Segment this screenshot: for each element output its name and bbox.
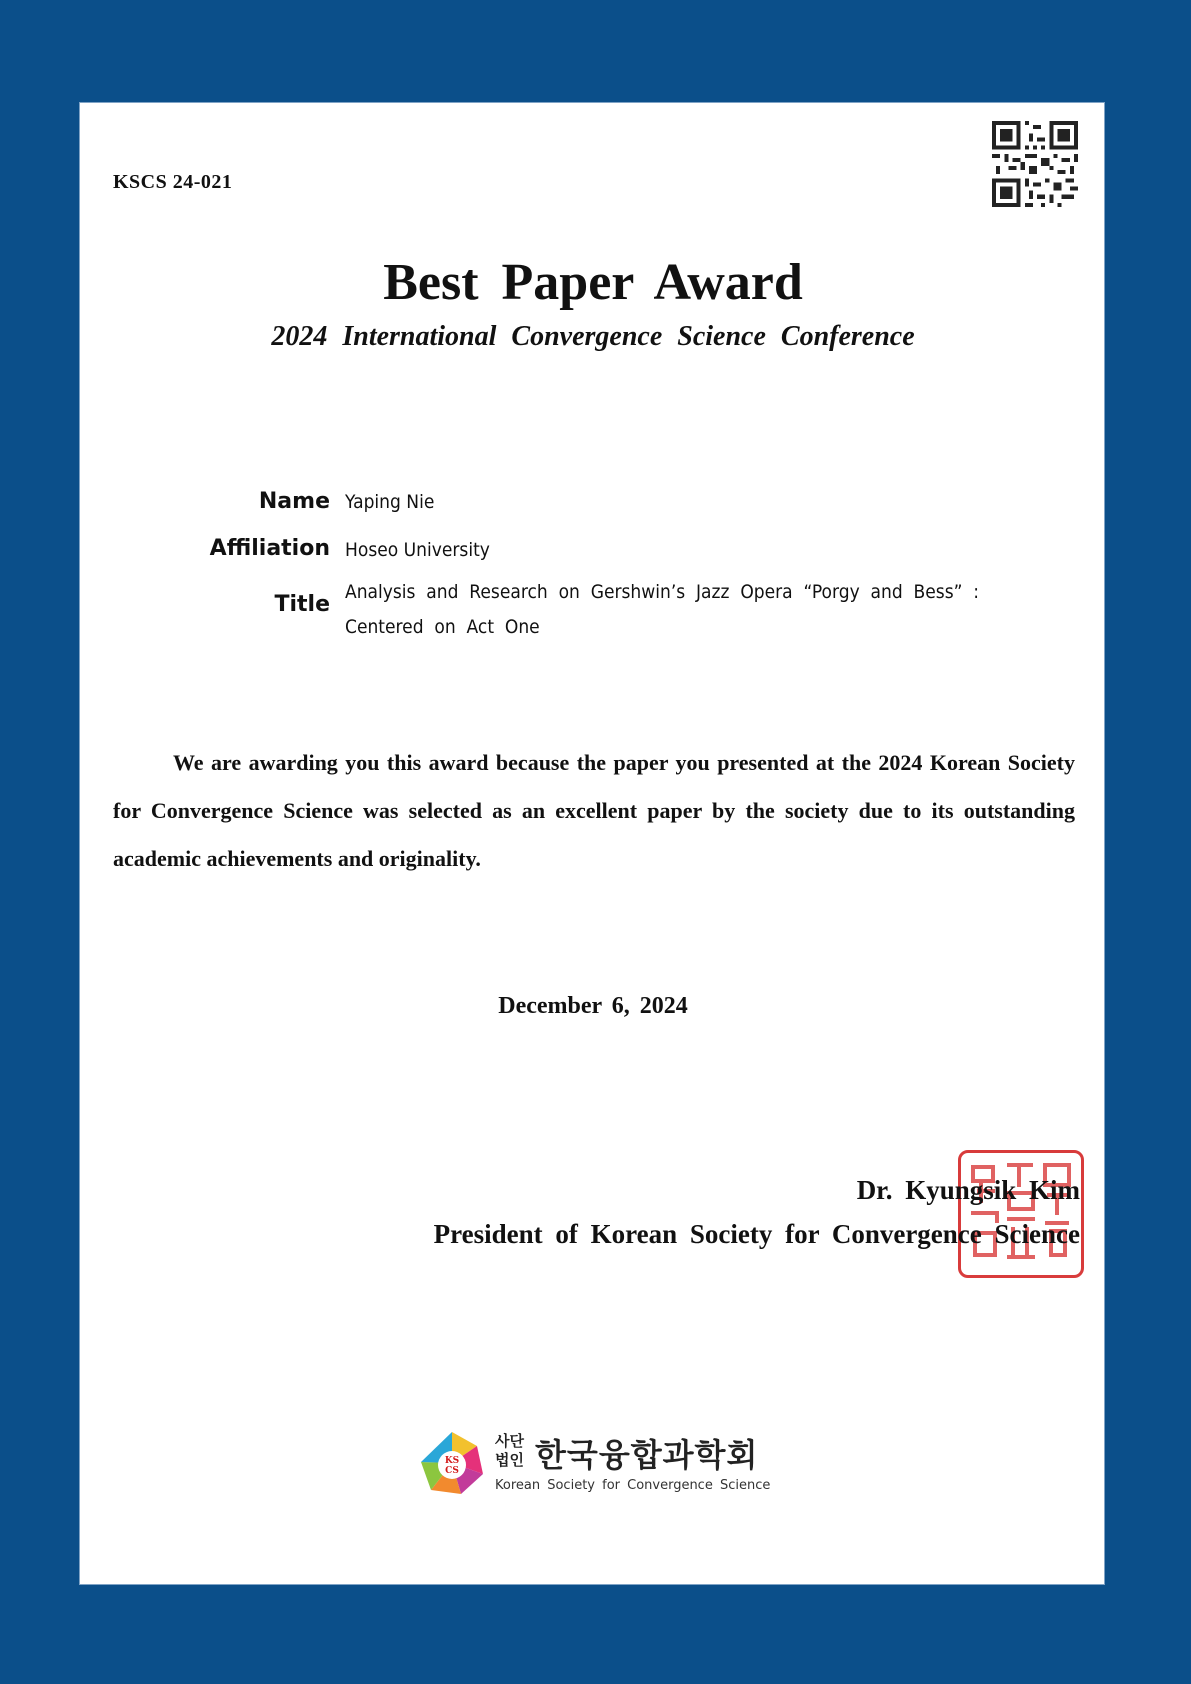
award-title: Best Paper Award xyxy=(383,254,803,311)
society-logo xyxy=(417,1428,777,1508)
logo-english-name: Korean Society for Convergence Science xyxy=(495,1478,771,1493)
logo-prefix-line1: 사단 xyxy=(495,1432,524,1450)
award-date: December 6, 2024 xyxy=(498,993,688,1019)
award-statement: We are awarding you this award because the paper you presented at the 2024 Korean Society for Convergence Science was selected as an excellent paper by the society due to its outstanding academic achievements and originality. xyxy=(113,750,1075,871)
qr-code xyxy=(992,121,1078,207)
society-logo-mark xyxy=(417,1428,487,1498)
conference-subtitle: 2024 International Convergence Science Conference xyxy=(271,321,915,352)
affiliation-value: Hoseo University xyxy=(345,539,490,561)
logo-mark-text-top: KS xyxy=(444,1456,460,1466)
certificate-page xyxy=(79,102,1105,1585)
paper-title-label: Title xyxy=(274,592,330,617)
logo-prefix-line2: 법인 xyxy=(495,1451,524,1469)
name-label: Name xyxy=(258,489,330,514)
logo-mark-text-bottom: CS xyxy=(445,1466,459,1476)
signer-position: President of Korean Society for Convergence Science xyxy=(433,1219,1080,1249)
signer-name: Dr. Kyungsik Kim xyxy=(856,1175,1080,1205)
name-value: Yaping Nie xyxy=(345,491,435,513)
certificate-number: KSCS 24-021 xyxy=(113,171,233,193)
affiliation-label: Affiliation xyxy=(209,536,330,561)
logo-korean-name: 한국융합과학회 xyxy=(535,1436,759,1474)
logo-prefix xyxy=(495,1432,535,1470)
official-seal-stamp xyxy=(958,1150,1084,1278)
paper-title-value: Analysis and Research on Gershwin’s Jazz Opera “Porgy and Bess” : Centered on Act One xyxy=(345,581,980,638)
